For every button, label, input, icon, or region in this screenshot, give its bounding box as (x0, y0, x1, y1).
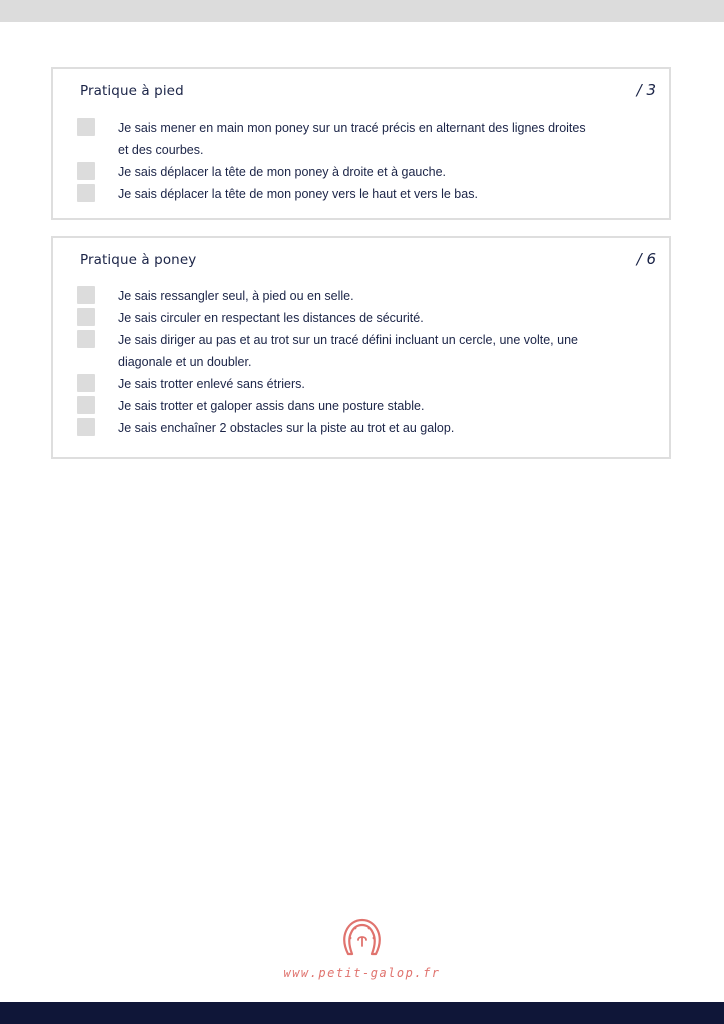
checklist-item-label: Je sais diriger au pas et au trot sur un tracé défini incluant un cercle, une volte, une diagonale et un doubler. (118, 333, 578, 369)
checklist-item-label: Je sais déplacer la tête de mon poney vers le haut et vers le bas. (118, 187, 478, 201)
checklist-item-label: Je sais déplacer la tête de mon poney à droite et à gauche. (118, 165, 446, 179)
checklist-item-label: Je sais circuler en respectant les distances de sécurité. (118, 311, 424, 325)
checklist-item-label: Je sais trotter et galoper assis dans une posture stable. (118, 399, 425, 413)
checkbox[interactable] (77, 308, 95, 326)
section-score: / 3 (636, 81, 656, 99)
checkbox[interactable] (77, 118, 95, 136)
checklist-item-label: Je sais trotter enlevé sans étriers. (118, 377, 305, 391)
checklist-item (77, 161, 597, 183)
section-title: Pratique à pied (80, 83, 184, 99)
checkbox[interactable] (77, 286, 95, 304)
checklist-item (77, 329, 597, 373)
section-pratique-a-pied (51, 67, 671, 220)
checklist-item-label: Je sais ressangler seul, à pied ou en selle. (118, 289, 354, 303)
checklist (77, 285, 597, 439)
section-title: Pratique à poney (80, 252, 197, 268)
section-score: / 6 (636, 250, 656, 268)
checklist-item (77, 417, 597, 439)
checklist-item (77, 373, 597, 395)
checklist-item (77, 117, 597, 161)
checklist-item (77, 285, 597, 307)
checkbox[interactable] (77, 374, 95, 392)
checkbox[interactable] (77, 162, 95, 180)
checklist-item-label: Je sais enchaîner 2 obstacles sur la piste au trot et au galop. (118, 421, 455, 435)
checklist-item-label: Je sais mener en main mon poney sur un tracé précis en alternant des lignes droites et des courbes. (118, 121, 586, 157)
checklist-item (77, 307, 597, 329)
checkbox[interactable] (77, 330, 95, 348)
checklist-item (77, 395, 597, 417)
site-url[interactable]: www.petit-galop.fr (283, 966, 441, 980)
bottom-bar (0, 1002, 724, 1024)
checkbox[interactable] (77, 396, 95, 414)
top-bar (0, 0, 724, 22)
section-pratique-a-poney (51, 236, 671, 459)
checklist (77, 117, 597, 205)
horseshoe-icon (340, 916, 384, 960)
checkbox[interactable] (77, 184, 95, 202)
checklist-item (77, 183, 597, 205)
checkbox[interactable] (77, 418, 95, 436)
